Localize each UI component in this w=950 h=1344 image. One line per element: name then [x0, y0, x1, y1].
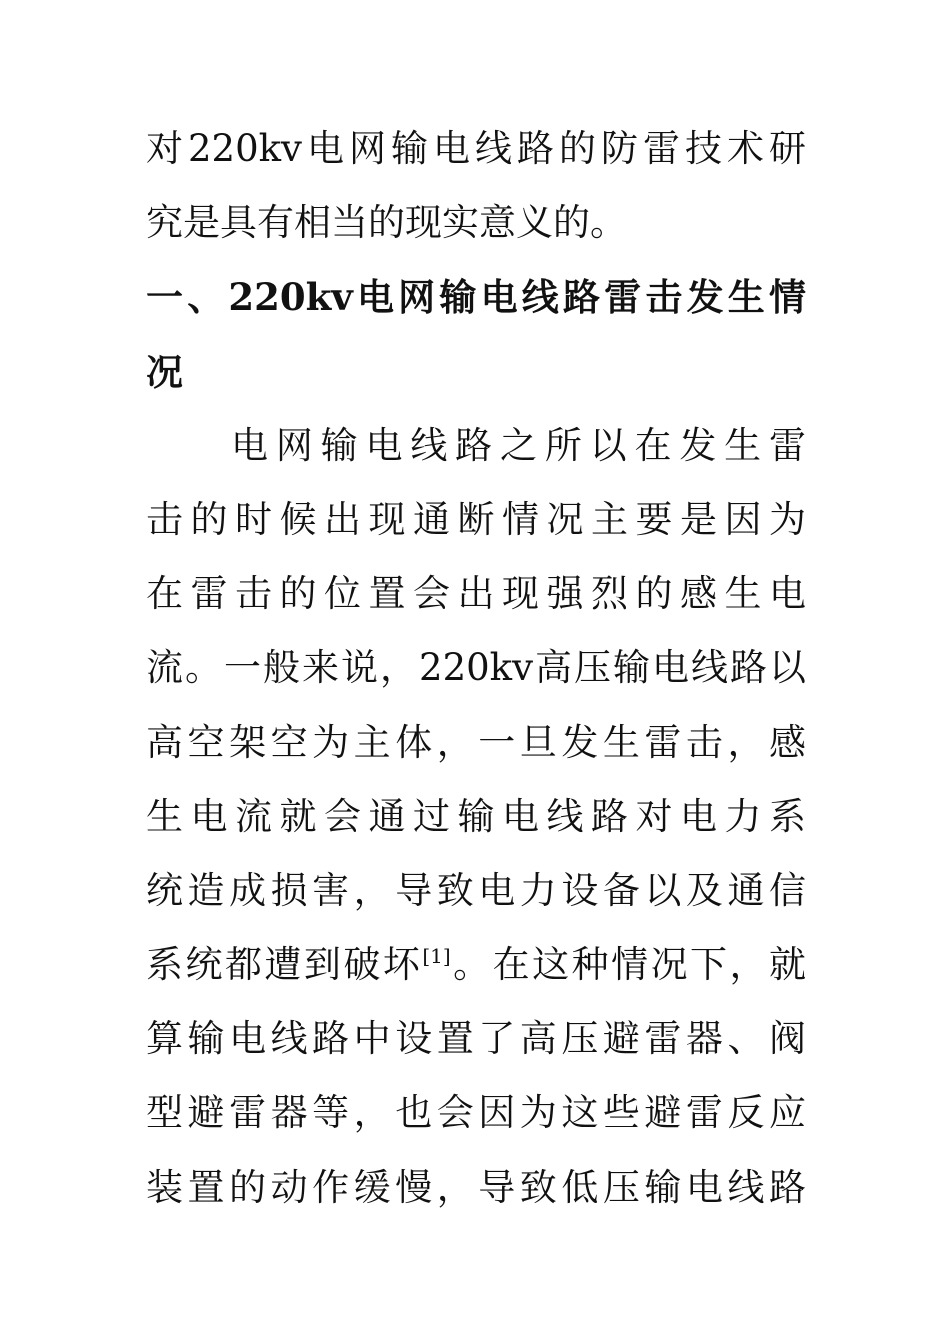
paragraph-line: 究是具有相当的现实意义的。 — [146, 201, 627, 245]
paragraph-line: 算输电线路中设置了高压避雷器、阀 — [146, 1017, 806, 1061]
paragraph-line: 统造成损害，导致电力设备以及通信 — [146, 868, 806, 912]
paragraph-line: 电网输电线路之所以在发生雷 — [231, 423, 806, 467]
paragraph-line: 流。一般来说，220kv高压输电线路以 — [146, 646, 806, 690]
body-text — [146, 112, 806, 1225]
paragraph-line: 生电流就会通过输电线路对电力系 — [146, 794, 806, 838]
line-text: 系统都遭到破坏 — [146, 943, 423, 987]
paragraph-line: 击的时候出现通断情况主要是因为 — [146, 497, 806, 541]
citation-reference[interactable]: [1] — [422, 944, 451, 969]
section-heading-line: 一、220kv电网输电线路雷击发生情 — [146, 275, 806, 320]
paragraph-line: 高空架空为主体，一旦发生雷击，感 — [146, 720, 806, 764]
section-heading-line: 况 — [146, 349, 183, 394]
paragraph-line: 装置的动作缓慢，导致低压输电线路 — [146, 1165, 806, 1209]
paragraph-line: 型避雷器等，也会因为这些避雷反应 — [146, 1091, 806, 1135]
paragraph-line: 对220kv电网输电线路的防雷技术研 — [146, 127, 806, 170]
paragraph-line: 在雷击的位置会出现强烈的感生电 — [146, 572, 806, 616]
line-text: 。在这种情况下，就 — [450, 943, 807, 987]
paragraph-line — [146, 928, 806, 1002]
